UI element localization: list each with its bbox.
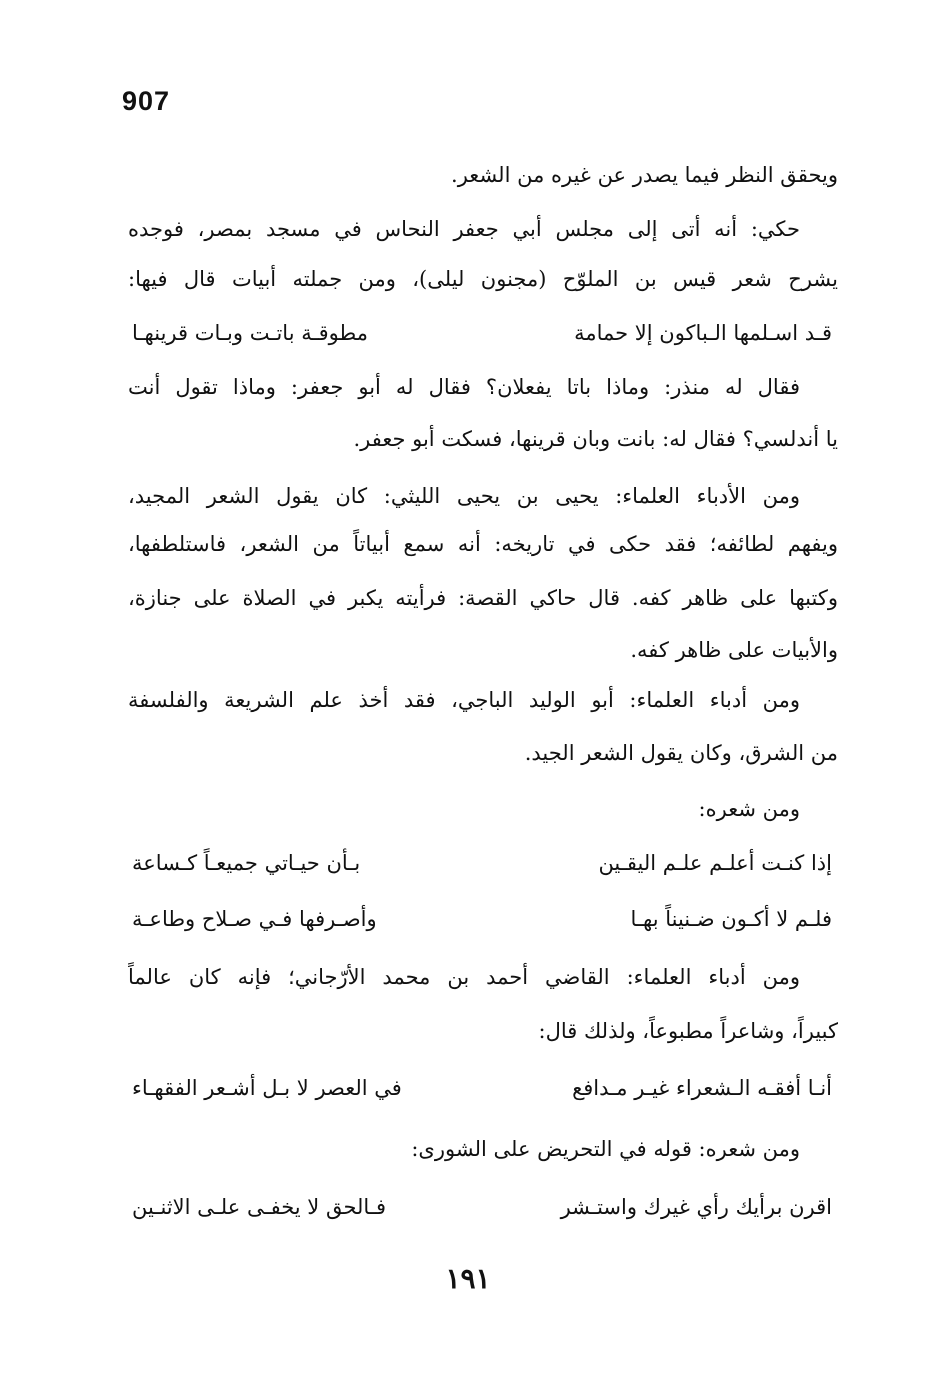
text-line: فقال له منذر: وماذا باتا يفعلان؟ فقال له أبو جعفر: وماذا تقول أنت [128,375,800,399]
text-line: حكي: أنه أتى إلى مجلس أبي جعفر النحاس في مسجد بمصر، فوجده [128,217,800,241]
text-line: ومن شعره: [698,797,800,821]
verse-hemistich-first: فلـم لا أكـون ضـنيناً بهـا [630,907,832,931]
verse-hemistich-first: اقرن برأيك رأي غيرك واستـشر [560,1195,832,1219]
verse [128,1187,838,1227]
text-line: ومن شعره: قوله في التحريض على الشورى: [411,1137,800,1161]
text-line: ومن أدباء العلماء: أبو الوليد الباجي، فقد أخذ علم الشريعة والفلسفة [128,688,800,712]
verse-hemistich-second: بـأن حيـاتي جميعـاً كـساعة [132,851,361,875]
page-number-top: 907 [122,86,171,116]
verse [128,1068,838,1108]
verse-hemistich-second: في العصر لا بـل أشـعر الفقهـاء [132,1076,402,1100]
verse-hemistich-first: إذا كنـت أعلـم علـم اليقـين [598,851,832,875]
text-line: يا أندلسي؟ فقال له: بانت وبان قرينها، فسكت أبو جعفر. [353,427,838,451]
verse [128,313,838,353]
text-line: كبيراً، وشاعراً مطبوعاً، ولذلك قال: [538,1019,838,1043]
text-line: وكتبها على ظاهر كفه. قال حاكي القصة: فرأيته يكبر في الصلاة على جنازة، [128,586,838,610]
text-line: ويفهم لطائفه؛ فقد حكى في تاريخه: أنه سمع أبياتاً من الشعر، فاستلطفها، [128,532,838,556]
verse-hemistich-second: مطوقـة باتـت وبـات قرينهـا [132,321,369,345]
verse-hemistich-second: فـالحق لا يخفـى علـى الاثنـين [132,1195,387,1219]
verse-hemistich-second: وأصـرفها فـي صـلاح وطاعـة [132,907,377,931]
text-line: والأبيات على ظاهر كفه. [630,638,838,662]
verse-hemistich-first: قـد اسـلمها الـباكون إلا حمامة [574,321,832,345]
verse-hemistich-first: أنـا أفقـه الـشعراء غيـر مـدافع [572,1076,832,1100]
text-line: من الشرق، وكان يقول الشعر الجيد. [524,741,838,765]
verse [128,899,838,939]
verse [128,843,838,883]
text-line: ومن أدباء العلماء: القاضي أحمد بن محمد الأرّجاني؛ فإنه كان عالماً [128,965,800,989]
text-line: ومن الأدباء العلماء: يحيى بن يحيى الليثي: كان يقول الشعر المجيد، [128,484,800,508]
text-line: ويحقق النظر فيما يصدر عن غيره من الشعر. [451,163,838,187]
text-line: يشرح شعر قيس بن الملوّح (مجنون ليلى)، ومن جملته أبيات قال فيها: [128,267,838,291]
page-number-bottom: ١٩١ [445,1262,491,1295]
